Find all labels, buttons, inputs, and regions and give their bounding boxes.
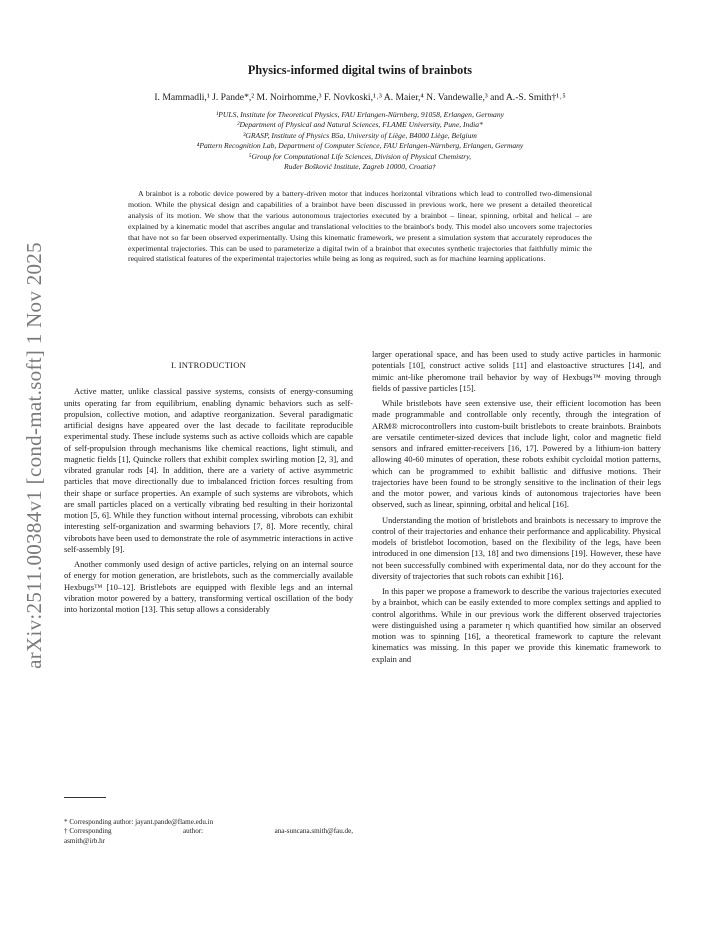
paragraph: Understanding the motion of bristlebots and brainbots is necessary to improve the control of their trajectories and enhance their performance and applicability. Physical models of bristlebot locomotion, based on the flexibility of the legs, have been introduced in one dimension [13, 18] and two dimensions [19]. However, these have not been successfully combined with experimental data, nor do they account for the diversity of trajectories that such robots can exhibit [16]. [372,514,661,581]
affiliation-line: Ruđer Bošković Institute, Zagreb 10000, Croatia† [284,162,436,172]
affiliation-line: ⁵Group for Computational Life Sciences, Division of Physical Chemistry, [248,151,472,161]
footnote-label: † Corresponding [64,827,112,836]
paper-title: Physics-informed digital twins of brainbots [247,63,473,77]
left-column [64,360,353,615]
footnote-email: ana-suncana.smith@fau.de, [274,827,353,836]
paragraph: larger operational space, and has been used to study active particles in harmonic potentials [10], construct active solids [11] and elastoactive structures [14], and mimic ant-like pheromone trail behavior by way of Hexbugs™ moving through fields of passive particles [15]. [372,349,661,393]
section-heading-introduction: I. INTRODUCTION [170,360,247,370]
author-list: I. Mammadli,¹ J. Pande*,² M. Noirhomme,³ F. Novkoski,¹˒³ A. Maier,⁴ N. Vandewalle,³ and A.-S. Smith†¹˒⁵ [154,92,566,103]
paragraph: In this paper we propose a framework to describe the various trajectories executed by a brainbot, which can be easily extended to more complex settings and applied to control algorithms. While in our previous work the different observed trajectories were distinguished using a parameter η which quantified how similar an observed motion was to spinning [16], a theoretical framework to capture the relevant kinematics was missing. In this paper we provide this kinematic framework to explain and [372,586,661,664]
paragraph: While bristlebots have seen extensive use, their efficient locomotion has been made programmable and controllable only recently, through the integration of ARM® microcontrollers into custom-built bristlebots to create brainbots. Brainbots are versatile centimeter-sized devices that include light, color and magnetic field sensors and infrared emitter-receivers [16, 17]. Powered by a lithium-ion battery allowing 40-60 minutes of operation, these robots exhibit cycloidal motion patterns, which can be programmed to exhibit ballistic and diffusive motions. Their trajectories have been found to be strongly sensitive to the inclination of their legs and the motor power, and various kinds of autonomous trajectories have been observed, such as linear, spinning, orbital and helical [16]. [372,398,661,510]
footnote-corresponding-2 [64,827,353,836]
footnote-corresponding-1: * Corresponding author: jayant.pande@flame.edu.in [64,818,214,826]
right-column [372,349,661,665]
abstract: A brainbot is a robotic device powered by a battery-driven motor that induces horizontal vibrations which lead to controlled two-dimensional motion. While the physical design and capabilities of a brainbot have been discussed in previous work, here we present a detailed theoretical analysis of its motion. We show that the various autonomous trajectories executed by a brainbot – linear, spinning, orbital and helical – are explained by a kinematic model that ascribes angular and translational velocities to the brainbot's body. This model also uncovers some trajectories that have not so far been observed experimentally. Using this kinematic framework, we present a simulation system that accurately reproduces the experimental trajectories. This can be used to parameterize a digital twin of a brainbot that executes synthetic trajectories that faithfully mimic the required statistical features of the experimental trajectories while being as long as required, such as for machine learning applications. [128,189,592,264]
footnote-email-continued: asmith@irb.hr [64,836,106,845]
affiliations [60,110,660,172]
footnote-author-word: author: [182,827,204,836]
arxiv-identifier [14,230,54,680]
affiliation-line: ¹PULS, Institute for Theoretical Physics, FAU Erlangen-Nürnberg, 91058, Erlangen, Germany [216,110,504,119]
arxiv-stamp-text: arXiv:2511.00384v1 [cond-mat.soft] 1 Nov 2025 [21,241,46,669]
paragraph: Another commonly used design of active particles, relying on an internal source of energy for motion generation, are bristlebots, such as the commercially available Hexbugs™ [10–12]. Bristlebots are equipped with flexible legs and an internal vibration motor powered by a battery, transforming vertical oscillation of the body into horizontal motion [13]. This setup allows a considerably [64,559,353,614]
affiliation-line: ³GRASP, Institute of Physics B5a, University of Liège, B4000 Liège, Belgium [243,130,477,140]
affiliation-line: ²Department of Physical and Natural Sciences, FLAME University, Pune, India* [237,120,483,130]
paragraph: Active matter, unlike classical passive systems, consists of energy-consuming units operating far from equilibrium, enabling dynamic behaviors such as self-propulsion, collective motion, and adaptive reorganization. Several paradigmatic artificial designs have appeared over the last decade to facilitate reproducible experimental study. These include systems such as active colloids which are capable of self-propulsion through mechanisms like chemical reactions, light stimuli, and magnetic fields [1], Quincke rollers that exhibit complex swirling motion [2, 3], and vibrated granular rods [4]. In addition, there are a variety of active asymmetric particles that move directionally due to imbalanced friction forces resulting from their shape or surface properties. An example of such systems are vibrobots, which are small particles placed on a vertically vibrating bed resulting in their horizontal motion [5, 6]. While they function without internal processing, vibrobots can exhibit interesting self-organization and swarming behaviors [7, 8]. More recently, chiral vibrobots have been used to demonstrate the role of asymmetric interactions in active self-assembly [9]. [64,386,353,554]
affiliation-line: ⁴Pattern Recognition Lab, Department of Computer Science, FAU Erlangen-Nürnberg, Erlangen, Germany [196,141,524,151]
footnote-divider [64,797,106,798]
footnotes [64,818,353,846]
